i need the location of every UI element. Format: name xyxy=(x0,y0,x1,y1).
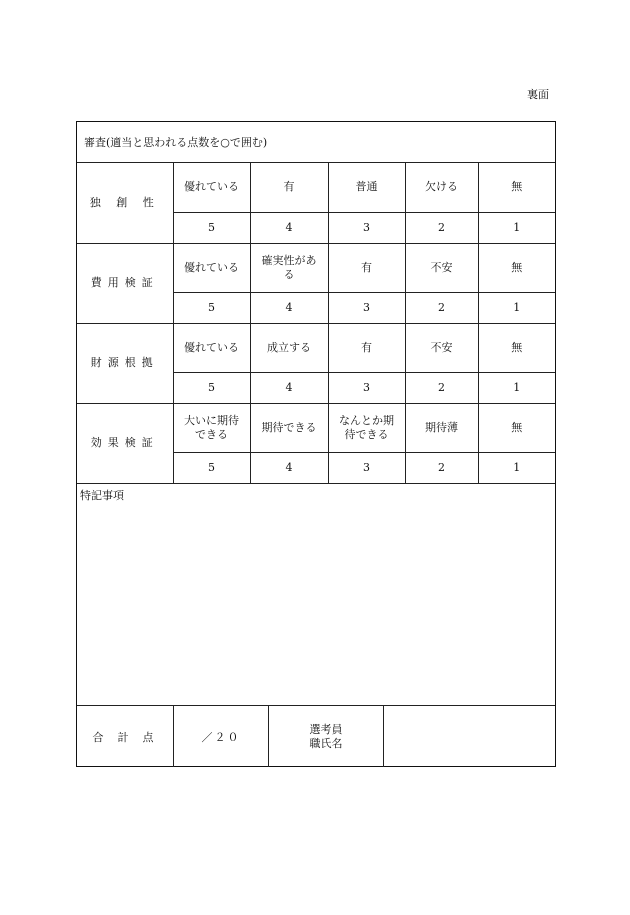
criterion-options-row xyxy=(77,403,555,452)
criterion-option: 普通 xyxy=(328,163,405,212)
criterion-option: 無 xyxy=(478,323,555,372)
criterion-options-row xyxy=(77,243,555,292)
score-option[interactable]: 4 xyxy=(250,452,328,483)
score-option[interactable]: 1 xyxy=(478,212,555,243)
criterion-label: 費用検証 xyxy=(77,243,173,323)
total-label: 合計点 xyxy=(77,706,174,767)
instruction-text: 審査(適当と思われる点数を○で囲む) xyxy=(77,122,555,163)
score-option[interactable]: 1 xyxy=(478,292,555,323)
examiner-label xyxy=(269,706,384,767)
criterion-option: 優れている xyxy=(173,323,250,372)
examiner-label-line1: 選考員 xyxy=(309,722,343,736)
criterion-option: 優れている xyxy=(173,163,250,212)
criterion-option: 有 xyxy=(250,163,328,212)
criterion-options-row xyxy=(77,163,555,212)
score-option[interactable]: 5 xyxy=(173,212,250,243)
criterion-option: 欠ける xyxy=(405,163,478,212)
criterion-option: 期待薄 xyxy=(405,403,478,452)
score-option[interactable]: 2 xyxy=(405,452,478,483)
score-option[interactable]: 2 xyxy=(405,292,478,323)
criterion-option: 成立する xyxy=(250,323,328,372)
footer-row xyxy=(77,705,555,767)
criterion-option: 不安 xyxy=(405,243,478,292)
score-option[interactable]: 5 xyxy=(173,372,250,403)
criterion-option: 確実性があ る xyxy=(250,243,328,292)
criterion-label: 財源根拠 xyxy=(77,323,173,403)
score-option[interactable]: 4 xyxy=(250,372,328,403)
score-option[interactable]: 3 xyxy=(328,292,405,323)
criterion-option: 無 xyxy=(478,403,555,452)
score-option[interactable]: 3 xyxy=(328,372,405,403)
criterion-options-row xyxy=(77,323,555,372)
score-option[interactable]: 3 xyxy=(328,452,405,483)
criterion-option: 大いに期待 できる xyxy=(173,403,250,452)
criterion-option: 期待できる xyxy=(250,403,328,452)
score-option[interactable]: 2 xyxy=(405,212,478,243)
score-option[interactable]: 2 xyxy=(405,372,478,403)
criterion-option: 無 xyxy=(478,243,555,292)
criterion-option: 優れている xyxy=(173,243,250,292)
score-option[interactable]: 5 xyxy=(173,452,250,483)
criterion-option: 不安 xyxy=(405,323,478,372)
score-option[interactable]: 4 xyxy=(250,292,328,323)
notes-section xyxy=(77,483,555,705)
notes-label: 特記事項 xyxy=(80,489,124,502)
evaluation-table xyxy=(77,163,555,484)
criterion-label: 独 創 性 xyxy=(77,163,173,243)
examiner-signature-field[interactable] xyxy=(384,706,555,767)
criterion-option: なんとか期 待できる xyxy=(328,403,405,452)
criterion-option: 有 xyxy=(328,323,405,372)
criterion-label: 効果検証 xyxy=(77,403,173,483)
score-option[interactable]: 1 xyxy=(478,372,555,403)
score-option[interactable]: 4 xyxy=(250,212,328,243)
evaluation-form xyxy=(76,121,556,767)
criterion-option: 有 xyxy=(328,243,405,292)
criterion-option: 無 xyxy=(478,163,555,212)
score-option[interactable]: 1 xyxy=(478,452,555,483)
page-side-label: 裏面 xyxy=(527,88,549,101)
score-option[interactable]: 5 xyxy=(173,292,250,323)
score-option[interactable]: 3 xyxy=(328,212,405,243)
examiner-label-line2: 職氏名 xyxy=(309,736,343,750)
total-score[interactable]: ／２０ xyxy=(174,706,269,767)
